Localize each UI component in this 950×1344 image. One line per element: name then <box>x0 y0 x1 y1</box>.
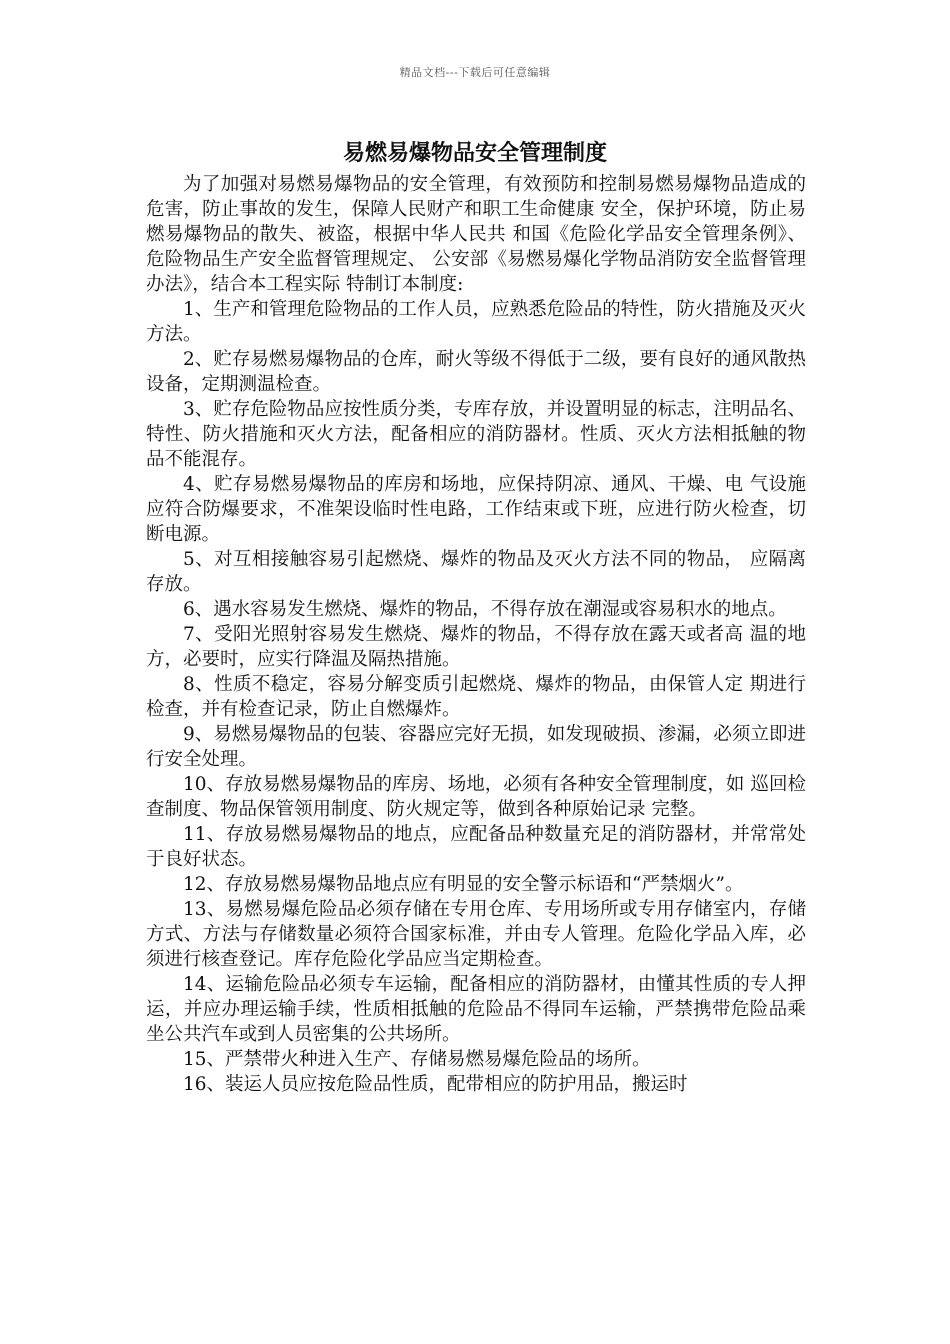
paragraph-rule-7: 7、受阳光照射容易发生燃烧、爆炸的物品，不得存放在露天或者高 温的地方，必要时，应实行降温及隔热措施。 <box>146 624 806 670</box>
paragraph-rule-12: 12、存放易燃易爆物品地点应有明显的安全警示标语和“严禁烟火”。 <box>183 874 744 895</box>
document-body <box>146 172 806 1097</box>
paragraph-rule-11: 11、存放易燃易爆物品的地点，应配备品种数量充足的消防器材，并常常处于良好状态。 <box>146 824 806 870</box>
paragraph-rule-16: 16、装运人员应按危险品性质，配带相应的防护用品，搬运时 <box>183 1074 688 1095</box>
document-title: 易燃易爆物品安全管理制度 <box>342 140 607 166</box>
paragraph-rule-1: 1、生产和管理危险物品的工作人员，应熟悉危险品的特性，防火措施及灭火方法。 <box>146 299 806 345</box>
paragraph-rule-6: 6、遇水容易发生燃烧、爆炸的物品，不得存放在潮湿或容易积水的地点。 <box>183 599 787 620</box>
paragraph-rule-2: 2、贮存易燃易爆物品的仓库，耐火等级不得低于二级，要有良好的通风散热设备，定期测温检查。 <box>146 349 806 395</box>
paragraph-rule-15: 15、严禁带火种进入生产、存储易燃易爆危险品的场所。 <box>183 1049 651 1070</box>
paragraph-rule-9: 9、易燃易爆物品的包装、容器应完好无损，如发现破损、渗漏，必须立即进行安全处理。 <box>146 724 806 770</box>
paragraph-rule-10: 10、存放易燃易爆物品的库房、场地，必须有各种安全管理制度，如 巡回检查制度、物品保管领用制度、防火规定等，做到各种原始记录 完整。 <box>146 774 806 820</box>
paragraph-rule-8: 8、性质不稳定，容易分解变质引起燃烧、爆炸的物品，由保管人定 期进行检查，并有检查记录，防止自燃爆炸。 <box>146 674 806 720</box>
paragraph-rule-14: 14、运输危险品必须专车运输，配备相应的消防器材，由懂其性质的专人押运，并应办理运输手续，性质相抵触的危险品不得同车运输，严禁携带危险品乘坐公共汽车或到人员密集的公共场所。 <box>146 974 806 1045</box>
paragraph-rule-13: 13、易燃易爆危险品必须存储在专用仓库、专用场所或专用存储室内，存储方式、方法与存储数量必须符合国家标准，并由专人管理。危险化学品入库，必须进行核查登记。库存危险化学品应当定期检查。 <box>146 899 806 970</box>
paragraph-rule-4: 4、贮存易燃易爆物品的库房和场地，应保持阴凉、通风、干燥、电 气设施应符合防爆要求，不准架设临时性电路，工作结束或下班，应进行防火检查，切断电源。 <box>146 474 806 545</box>
header-note: 精品文档---下载后可任意编辑 <box>399 66 551 79</box>
paragraph-intro: 为了加强对易燃易爆物品的安全管理，有效预防和控制易燃易爆物品造成的危害，防止事故的发生，保障人民财产和职工生命健康 安全，保护环境，防止易燃易爆物品的散失、被盗，根据中华人民共 和国《危险化学品安全管理条例》、危险物品生产安全监督管理规定、 公安部《易燃易爆化学物品消防安全监督管理办法》，结合本工程实际 特制订本制度: <box>146 174 806 295</box>
paragraph-rule-5: 5、对互相接触容易引起燃烧、爆炸的物品及灭火方法不同的物品， 应隔离存放。 <box>146 549 806 595</box>
paragraph-rule-3: 3、贮存危险物品应按性质分类，专库存放，并设置明显的标志，注明品名、特性、防火措施和灭火方法，配备相应的消防器材。性质、灭火方法相抵触的物品不能混存。 <box>146 399 806 470</box>
